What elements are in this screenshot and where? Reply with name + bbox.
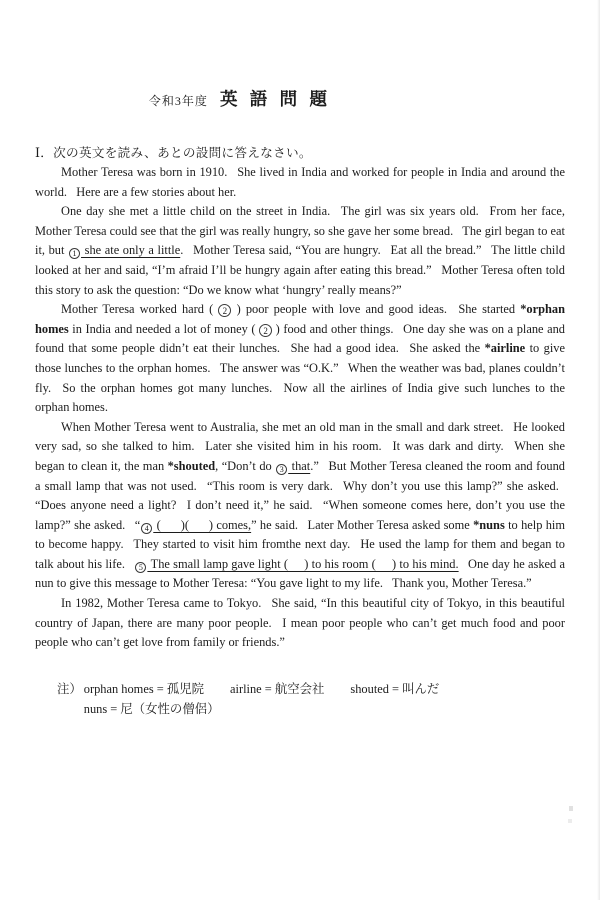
passage-paragraph-3 bbox=[35, 300, 565, 418]
circled-number: 5 bbox=[135, 562, 146, 573]
passage-paragraph-5 bbox=[35, 594, 565, 653]
text-segment: When Mother Teresa went to Australia, she met an old man in the small and dark street. He looked very sad, so she talked to him. Later she visited him in his room. It was dark and dirty. When she began to clean it, the man bbox=[35, 419, 565, 473]
passage-paragraph-4 bbox=[35, 418, 565, 594]
era-label: 令和3年度 bbox=[148, 94, 208, 108]
vocabulary-notes bbox=[57, 679, 565, 720]
underlined-phrase: that bbox=[288, 458, 311, 473]
notes-row bbox=[84, 682, 466, 696]
page-title bbox=[35, 86, 445, 111]
text-segment: . Mother Teresa said, “You are hungry. Eat all the bread.” The little child looked at her and said, “I’m afraid I’ll be hungry again after eating this bread.” Mother Teresa often told this story to ask the question: “Do we know what ‘hungry’ really means?” bbox=[35, 243, 566, 297]
text-segment: In 1982, Mother Teresa came to Tokyo. She said, “In this beautiful city of Tokyo, in this beautiful country of Japan, there are many poor people. I mean poor people who can’t get much food and poor people who can’t get love from family or friends.” bbox=[35, 596, 565, 650]
text-segment: , “Don’t do bbox=[215, 458, 276, 473]
scan-artifact bbox=[569, 806, 573, 811]
text-segment: ” he said. Later Mother Teresa asked some bbox=[251, 517, 474, 532]
scan-artifact bbox=[568, 819, 572, 823]
glossary-term: *nuns bbox=[473, 517, 505, 532]
glossary-term: *airline bbox=[484, 341, 526, 356]
circled-number: 2 bbox=[218, 304, 231, 317]
passage-paragraph-1 bbox=[35, 163, 565, 202]
reading-passage bbox=[35, 163, 565, 653]
text-segment: Mother Teresa was born in 1910. She lived in India and worked for people in India and around the world. Here are a few stories about her. bbox=[35, 165, 565, 199]
section-heading: Ⅰ．次の英文を読み、あとの設問に答えなさい。 bbox=[35, 146, 312, 160]
passage-paragraph-2 bbox=[35, 202, 565, 300]
text-segment: ) poor people with love and good ideas. She started bbox=[231, 302, 521, 317]
note-item: airline = 航空会社 bbox=[230, 681, 325, 696]
note-item: nuns = 尼（女性の僧侶） bbox=[83, 702, 220, 717]
note-item: shouted = 叫んだ bbox=[350, 681, 440, 696]
notes-label: 注） bbox=[57, 681, 82, 696]
underlined-phrase: she ate only a little bbox=[81, 243, 181, 258]
text-segment: .” But Mother Teresa cleaned the room and found a small lamp that was not used. “This room is very dark. Why don’t you use this lamp?” she asked. “Does anyone need a light? I don’t need it,” he said. “When someone comes here, don’t you use the lamp?” she asked. “ bbox=[35, 458, 565, 532]
text-segment: to give those lunches to the orphan homes. The answer was “O.K.” When the weather was bad, planes couldn’t fly. So the orphan homes got many lunches. Now all the airlines of India give such lunches to the orphan homes. bbox=[35, 341, 565, 415]
notes-row bbox=[84, 702, 246, 716]
text-segment: One day he asked a nun to give this message to Mother Teresa: “You gave light to my life. Thank you, Mother Teresa.” bbox=[35, 556, 566, 591]
text-segment: Mother Teresa worked hard ( bbox=[61, 302, 219, 317]
glossary-term: *orphan homes bbox=[35, 302, 565, 336]
circled-number: 3 bbox=[276, 464, 287, 475]
text-segment: to help him to become happy. They started to visit him fromthe next day. He used the lamp for them and began to talk about his life. bbox=[35, 517, 566, 571]
underlined-phrase: The small lamp gave light ( ) to his room ( ) to his mind. bbox=[147, 556, 459, 571]
notes-body bbox=[84, 679, 466, 720]
exam-title: 英 語 問 題 bbox=[219, 89, 332, 109]
note-item: orphan homes = 孤児院 bbox=[83, 681, 204, 696]
glossary-term: *shouted bbox=[167, 458, 216, 473]
text-segment: ) food and other things. One day she was on a plane and found that some people didn’t eat their lunches. She had a good idea. She asked the bbox=[35, 321, 565, 356]
text-segment: in India and needed a lot of money ( bbox=[68, 321, 260, 336]
circled-number: 1 bbox=[69, 248, 80, 259]
circled-number: 4 bbox=[141, 523, 152, 534]
circled-number: 2 bbox=[259, 324, 272, 337]
text-segment: One day she met a little child on the street in India. The girl was six years old. From her face, Mother Teresa could see that the girl was really hungry, so she gave her some bread. The girl began to eat it, but bbox=[35, 204, 565, 258]
underlined-phrase: ( )( ) comes, bbox=[153, 517, 252, 532]
